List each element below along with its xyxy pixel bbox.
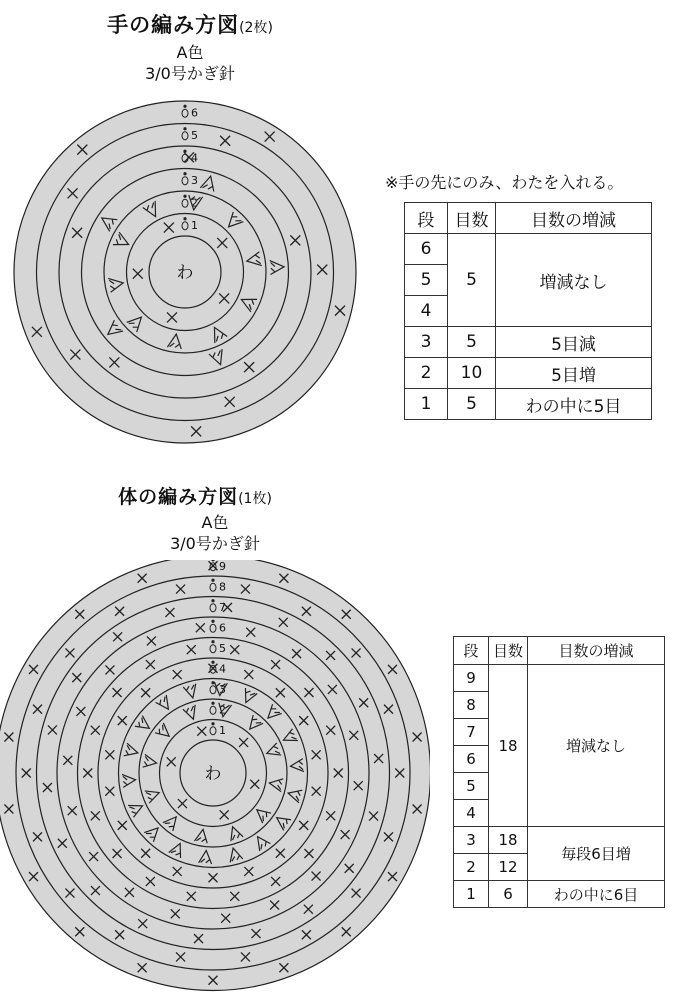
table-row xyxy=(454,881,665,908)
stitch-count: 12 xyxy=(489,854,528,881)
col-change: 目数の増減 xyxy=(528,637,665,665)
row-number-label: 5 xyxy=(191,128,198,142)
row-number-label: 3 xyxy=(219,682,226,696)
slip-stitch-dot xyxy=(183,127,186,130)
center-ring-label: わ xyxy=(204,764,222,784)
row-number-label: 5 xyxy=(219,641,226,655)
hand-hook: 3/0号かぎ針 xyxy=(145,64,235,83)
row-number: 8 xyxy=(454,692,489,719)
row-number: 1 xyxy=(454,881,489,908)
slip-stitch-dot xyxy=(183,150,186,153)
stitch-count: 6 xyxy=(489,881,528,908)
hand-title-count: (2枚) xyxy=(239,20,273,36)
row-number: 3 xyxy=(405,327,448,358)
row-number: 5 xyxy=(405,265,448,296)
stitch-count: 10 xyxy=(448,358,496,389)
row-number-label: 4 xyxy=(219,662,226,676)
stitch-change: わの中に6目 xyxy=(528,881,665,908)
body-diagram xyxy=(0,560,430,1000)
table-row xyxy=(454,827,665,854)
slip-stitch-dot xyxy=(211,579,214,582)
stitch-change: 5目減 xyxy=(496,327,652,358)
row-number: 9 xyxy=(454,665,489,692)
hand-title xyxy=(70,9,310,39)
table-row xyxy=(454,665,665,692)
center-ring-label: わ xyxy=(176,263,194,283)
hand-color: A色 xyxy=(176,43,204,62)
row-number-label: 2 xyxy=(219,703,226,717)
row-number: 4 xyxy=(454,800,489,827)
body-hook: 3/0号かぎ針 xyxy=(170,534,260,553)
col-count: 目数 xyxy=(489,637,528,665)
row-number: 2 xyxy=(454,854,489,881)
stitch-change: 5目増 xyxy=(496,358,652,389)
body-title-text: 体の編み方図 xyxy=(118,486,239,508)
row-number: 6 xyxy=(454,746,489,773)
slip-stitch-dot xyxy=(183,172,186,175)
slip-stitch-dot xyxy=(211,722,214,725)
row-number-label: 9 xyxy=(219,560,226,573)
body-table xyxy=(453,636,665,908)
col-row: 段 xyxy=(454,637,489,665)
slip-stitch-dot xyxy=(183,105,186,108)
slip-stitch-dot xyxy=(211,702,214,705)
slip-stitch-dot xyxy=(211,620,214,623)
row-number-label: 1 xyxy=(191,218,198,232)
row-number: 3 xyxy=(454,827,489,854)
stitch-change: わの中に5目 xyxy=(496,389,652,420)
table-row xyxy=(405,389,652,420)
body-title xyxy=(70,482,320,509)
stitch-count: 5 xyxy=(448,389,496,420)
slip-stitch-dot xyxy=(211,640,214,643)
table-row xyxy=(405,234,652,265)
stitch-count: 18 xyxy=(489,665,528,827)
col-row: 段 xyxy=(405,203,448,234)
col-count: 目数 xyxy=(448,203,496,234)
table-row xyxy=(405,327,652,358)
row-number-label: 2 xyxy=(191,196,198,210)
stitch-count: 5 xyxy=(448,327,496,358)
row-number-label: 6 xyxy=(191,106,198,120)
table-header-row xyxy=(454,637,665,665)
slip-stitch-dot xyxy=(211,599,214,602)
stitch-count: 18 xyxy=(489,827,528,854)
row-number-label: 1 xyxy=(219,723,226,737)
hand-note: ※手の先にのみ、わたを入れる。 xyxy=(385,173,624,192)
body-title-count: (1枚) xyxy=(238,491,272,507)
stitch-change: 増減なし xyxy=(528,665,665,827)
hand-title-text: 手の編み方図 xyxy=(107,13,240,37)
hand-diagram xyxy=(10,100,370,450)
row-number-label: 6 xyxy=(219,621,226,635)
row-number: 1 xyxy=(405,389,448,420)
slip-stitch-dot xyxy=(183,195,186,198)
col-change: 目数の増減 xyxy=(496,203,652,234)
stitch-count: 5 xyxy=(448,234,496,327)
row-number: 4 xyxy=(405,296,448,327)
row-number: 5 xyxy=(454,773,489,800)
row-number-label: 7 xyxy=(219,600,226,614)
row-number: 7 xyxy=(454,719,489,746)
row-number: 2 xyxy=(405,358,448,389)
table-row xyxy=(405,358,652,389)
row-number-label: 3 xyxy=(191,173,198,187)
body-color: A色 xyxy=(201,513,229,532)
row-number-label: 8 xyxy=(219,580,226,594)
stitch-change: 毎段6目増 xyxy=(528,827,665,881)
slip-stitch-dot xyxy=(183,217,186,220)
slip-stitch-dot xyxy=(211,661,214,664)
row-number: 6 xyxy=(405,234,448,265)
stitch-change: 増減なし xyxy=(496,234,652,327)
table-header-row xyxy=(405,203,652,234)
hand-table xyxy=(404,202,652,420)
row-number-label: 4 xyxy=(191,151,198,165)
